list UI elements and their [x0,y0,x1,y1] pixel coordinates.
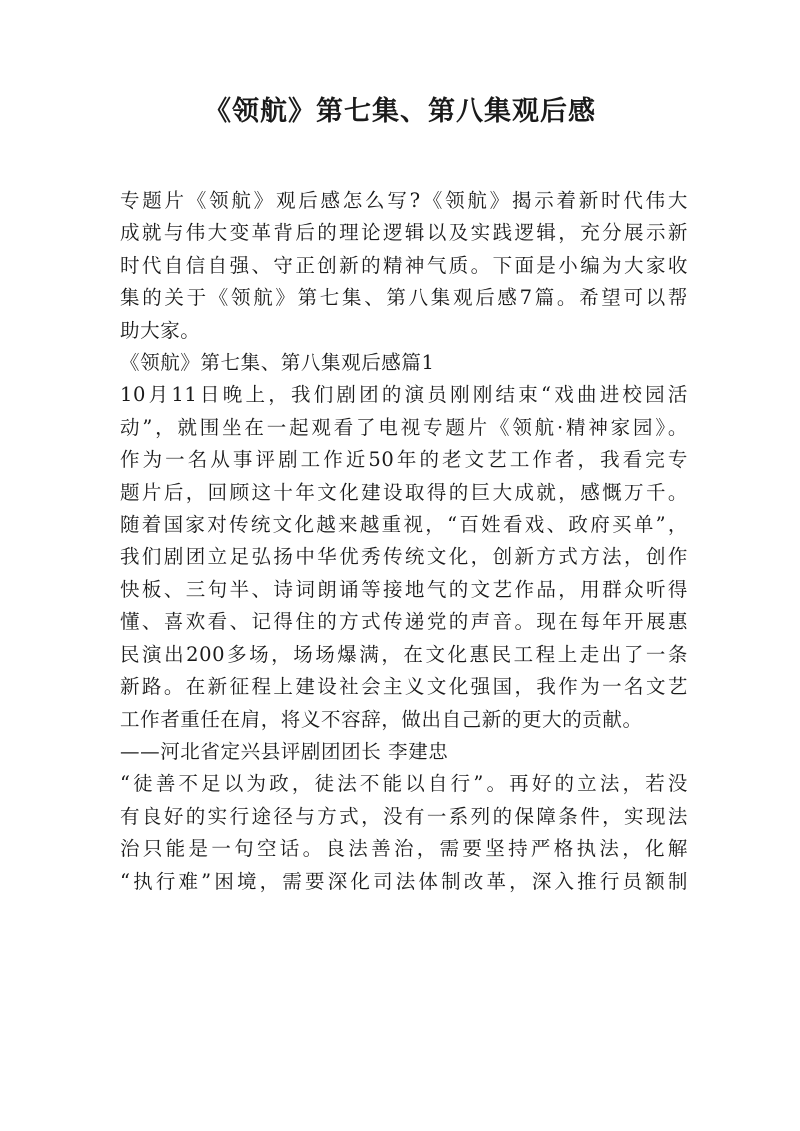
text-line: 治只能是一句空话。良法善治，需要坚持严格执法，化解 [120,837,688,861]
text-line: 集的关于《领航》第七集、第八集观后感7篇。希望可以帮 [120,286,688,310]
text-line: 新路。在新征程上建设社会主义文化强国，我作为一名文艺 [120,675,688,699]
text-line: “徒善不足以为政，徒法不能以自行”。再好的立法，若没 [120,772,688,796]
text-line: 民演出200多场，场场爆满，在文化惠民工程上走出了一条 [120,642,688,666]
text-line: 我们剧团立足弘扬中华优秀传统文化，创新方式方法，创作 [120,545,688,569]
paragraph-essay-1 [120,379,688,735]
text-line: 时代自信自强、守正创新的精神气质。下面是小编为大家收 [120,253,688,277]
text-line: 快板、三句半、诗词朗诵等接地气的文艺作品，用群众听得 [120,577,688,601]
text-line: 工作者重任在肩，将义不容辞，做出自己新的更大的贡献。 [120,707,643,731]
text-line: 题片后，回顾这十年文化建设取得的巨大成就，感慨万千。 [120,480,688,504]
text-line: 随着国家对传统文化越来越重视，“百姓看戏、政府买单”， [120,513,688,537]
text-line: 成就与伟大变革背后的理论逻辑以及实践逻辑，充分展示新 [120,221,688,245]
text-line: 助大家。 [120,318,201,342]
author-signature [120,736,688,768]
section-heading [120,347,688,379]
paragraph-intro [120,185,688,347]
text-line: ——河北省定兴县评剧团团长 李建忠 [120,739,449,763]
paragraph-essay-2 [120,768,688,898]
text-line: 专题片《领航》观后感怎么写?《领航》揭示着新时代伟大 [120,189,688,212]
text-line: 《领航》第七集、第八集观后感篇1 [120,351,435,375]
document-body [120,185,688,898]
text-line: 10月11日晚上，我们剧团的演员刚刚结束“戏曲进校园活 [120,383,688,407]
text-line: “执行难”困境，需要深化司法体制改革，深入推行员额制 [120,869,688,893]
text-line: 懂、喜欢看、记得住的方式传递党的声音。现在每年开展惠 [120,610,688,634]
text-line: 作为一名从事评剧工作近50年的老文艺工作者，我看完专 [120,448,688,472]
document-title: 《领航》第七集、第八集观后感 [204,96,596,127]
text-line: 动”，就围坐在一起观看了电视专题片《领航·精神家园》。 [120,415,688,439]
text-line: 有良好的实行途径与方式，没有一系列的保障条件，实现法 [120,804,688,828]
